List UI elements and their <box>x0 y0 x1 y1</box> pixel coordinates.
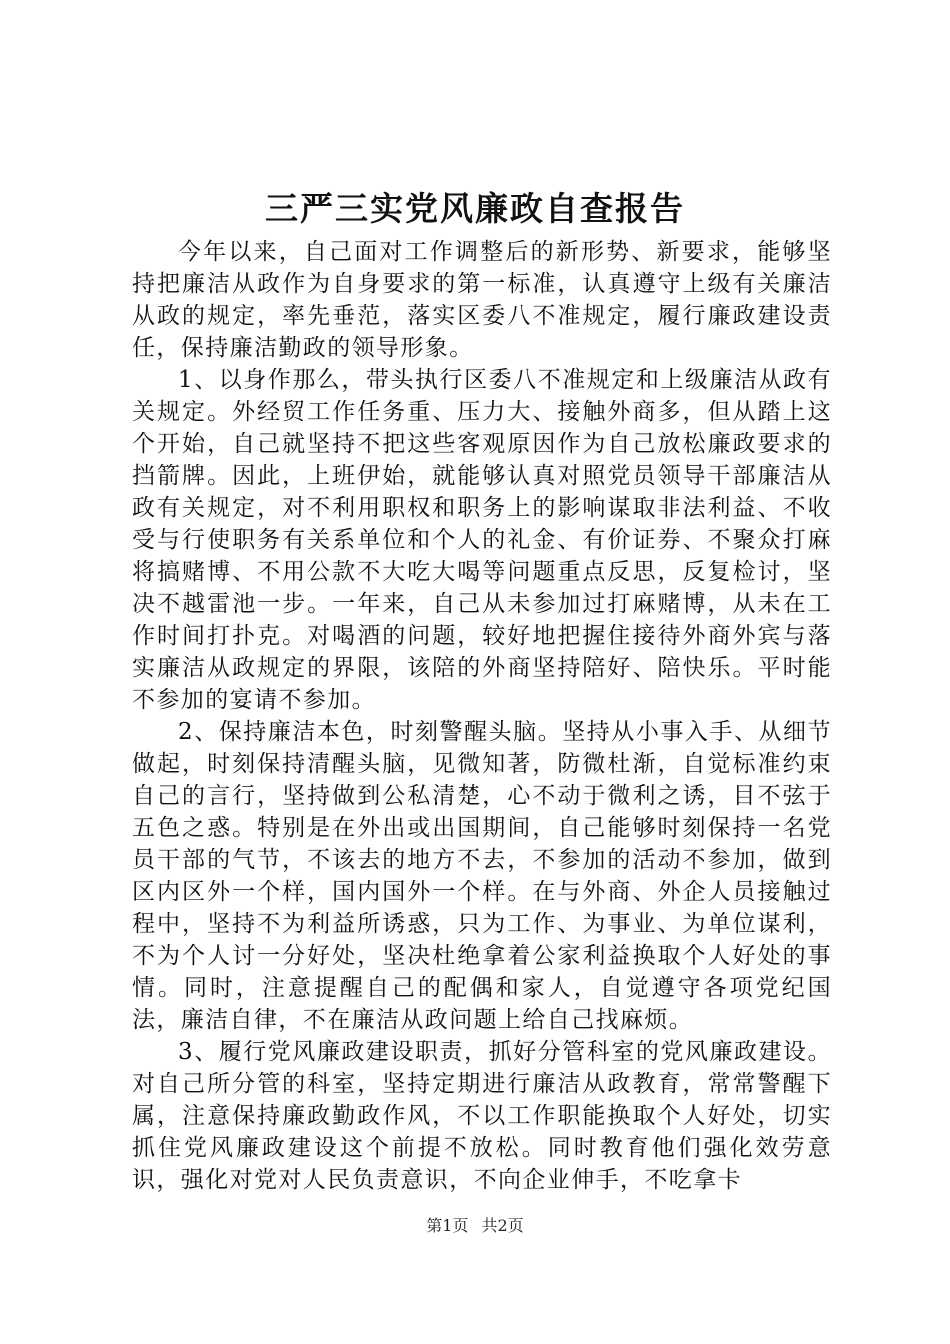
paragraph-3: 3、履行党风廉政建设职责，抓好分管科室的党风廉政建设。对自己所分管的科室，坚持定期进行廉洁从政教育，常常警醒下属，注意保持廉政勤政作风，不以工作职能换取个人好处，切实抓住党风廉政建设这个前提不放松。同时教育他们强化效劳意识，强化对党对人民负责意识，不向企业伸手，不吃拿卡 <box>132 1039 832 1193</box>
paragraph-intro: 今年以来，自己面对工作调整后的新形势、新要求，能够坚持把廉洁从政作为自身要求的第一标准，认真遵守上级有关廉洁从政的规定，率先垂范，落实区委八不准规定，履行廉政建设责任，保持廉洁勤政的领导形象。 <box>132 239 832 361</box>
paragraph-1: 1、以身作那么，带头执行区委八不准规定和上级廉洁从政有关规定。外经贸工作任务重、压力大、接触外商多，但从踏上这个开始，自己就坚持不把这些客观原因作为自己放松廉政要求的挡箭牌。因此，上班伊始，就能够认真对照党员领导干部廉洁从政有关规定，对不利用职权和职务上的影响谋取非法利益、不收受与行使职务有关系单位和个人的礼金、有价证券、不聚众打麻将搞赌博、不用公款不大吃大喝等问题重点反思，反复检讨，坚决不越雷池一步。一年来，自己从未参加过打麻赌博，从未在工作时间打扑克。对喝酒的问题，较好地把握住接待外商外宾与落实廉洁从政规定的界限，该陪的外商坚持陪好、陪快乐。平时能不参加的宴请不参加。 <box>132 367 832 713</box>
page-footer <box>0 1216 950 1236</box>
paragraph-2: 2、保持廉洁本色，时刻警醒头脑。坚持从小事入手、从细节做起，时刻保持清醒头脑，见微知著，防微杜渐，自觉标准约束自己的言行，坚持做到公私清楚，心不动于微利之诱，目不弦于五色之惑。特别是在外出或出国期间，自己能够时刻保持一名党员干部的气节，不该去的地方不去，不参加的活动不参加，做到区内区外一个样，国内国外一个样。在与外商、外企人员接触过程中，坚持不为利益所诱惑，只为工作、为事业、为单位谋利，不为个人讨一分好处，坚决杜绝拿着公家利益换取个人好处的事情。同时，注意提醒自己的配偶和家人，自觉遵守各项党纪国法，廉洁自律，不在廉洁从政问题上给自己找麻烦。 <box>132 719 832 1033</box>
document-title: 三严三实党风廉政自查报告 <box>265 189 685 228</box>
page-count: 共2页 <box>481 1216 524 1235</box>
page-number: 第1页 <box>426 1216 469 1235</box>
document-body <box>132 236 832 1196</box>
